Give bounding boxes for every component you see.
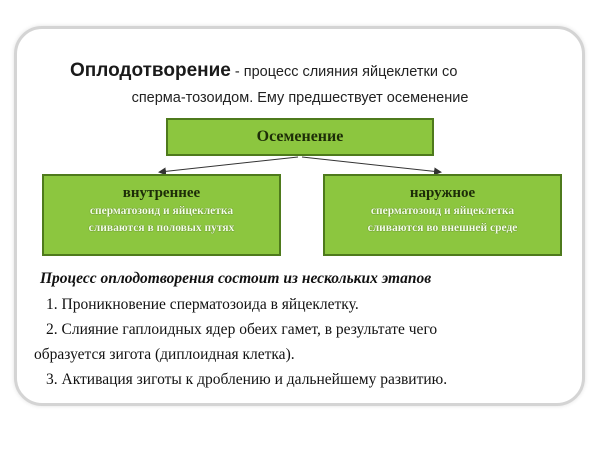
root-box-insemination: Осеменение (166, 118, 434, 156)
step-3: 3. Активация зиготы к дроблению и дальнейшему развитию. (46, 371, 448, 388)
step-2: 2. Слияние гаплоидных ядер обеих гамет, в результате чего (46, 321, 438, 338)
box-internal-line2: сливаются в половых путях (88, 222, 235, 234)
box-external-line2: сливаются во внешней среде (367, 222, 518, 234)
title-definition: - процесс слияния яйцеклетки со (230, 64, 458, 80)
steps-heading: Процесс оплодотворения состоит из нескольких этапов (40, 270, 432, 287)
title-line-2: сперма-тозоидом. Ему предшествует осеменение (131, 90, 469, 106)
step-1: 1. Проникновение сперматозоида в яйцеклетку. (46, 296, 359, 313)
box-internal-line1: сперматозоид и яйцеклетка (89, 205, 234, 217)
box-external-heading: наружное (409, 185, 476, 201)
box-internal (42, 174, 281, 256)
step-2-continued: образуется зигота (диплоидная клетка). (34, 346, 295, 363)
title-line (70, 60, 570, 82)
box-internal-heading: внутреннее (122, 185, 201, 201)
title-term: Оплодотворение (70, 60, 231, 81)
box-external-line1: сперматозоид и яйцеклетка (370, 205, 515, 217)
box-external (323, 174, 562, 256)
